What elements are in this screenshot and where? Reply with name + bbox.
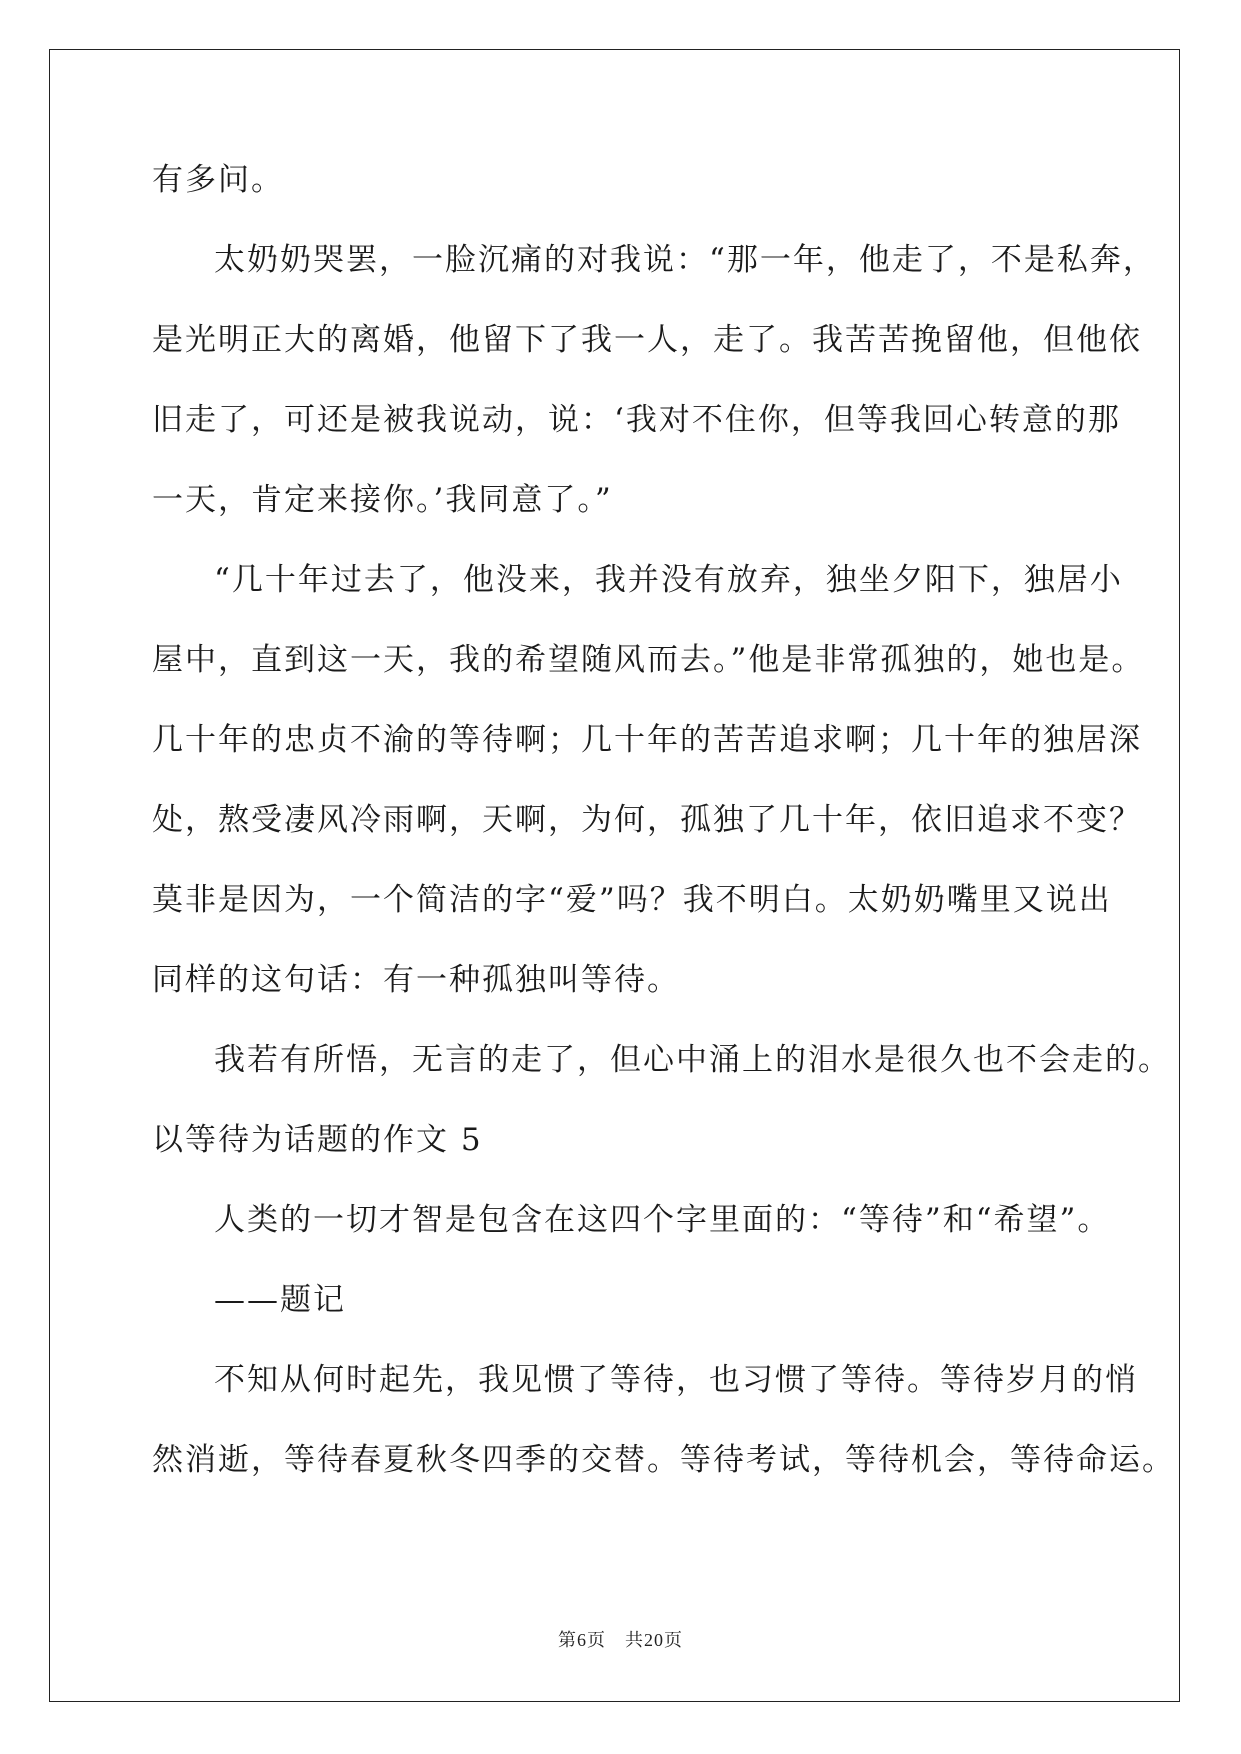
text-line: 不知从何时起先，我见惯了等待，也习惯了等待。等待岁月的悄	[214, 1362, 1138, 1398]
text-line: 旧走了，可还是被我说动，说：‘我对不住你，但等我回心转意的那	[152, 402, 1121, 438]
current-page-number: 6	[577, 1630, 587, 1650]
text-line: 太奶奶哭罢，一脸沉痛的对我说：“那一年，他走了，不是私奔，	[214, 242, 1156, 278]
epigraph-attribution: ——题记	[214, 1282, 346, 1318]
text-line: 处，熬受凄风冷雨啊，天啊，为何，孤独了几十年，依旧追求不变？	[152, 802, 1142, 838]
footer-prefix: 第	[558, 1630, 577, 1651]
text-line: 同样的这句话：有一种孤独叫等待。	[152, 962, 680, 998]
page-number-footer	[0, 1626, 1241, 1652]
section-heading: 以等待为话题的作文 5	[152, 1122, 483, 1158]
text-line: 屋中，直到这一天，我的希望随风而去。”他是非常孤独的，她也是。	[152, 642, 1145, 678]
text-line: 莫非是因为，一个简洁的字“爱”吗？我不明白。太奶奶嘴里又说出	[152, 882, 1112, 918]
text-line: 我若有所悟，无言的走了，但心中涌上的泪水是很久也不会走的。	[214, 1042, 1171, 1078]
footer-suffix: 页	[664, 1630, 683, 1651]
total-page-number: 20	[644, 1630, 664, 1650]
document-body	[152, 160, 1175, 1520]
footer-mid: 页 共	[587, 1630, 644, 1651]
text-line: 人类的一切才智是包含在这四个字里面的：“等待”和“希望”。	[214, 1202, 1111, 1238]
text-line: “几十年过去了，他没来，我并没有放弃，独坐夕阳下，独居小	[214, 562, 1123, 598]
text-line: 几十年的忠贞不渝的等待啊；几十年的苦苦追求啊；几十年的独居深	[152, 722, 1142, 758]
text-line: 是光明正大的离婚，他留下了我一人，走了。我苦苦挽留他，但他依	[152, 322, 1142, 358]
text-line: 然消逝，等待春夏秋冬四季的交替。等待考试，等待机会，等待命运。	[152, 1442, 1175, 1478]
text-line: 有多问。	[152, 162, 284, 198]
text-line: 一天，肯定来接你。’我同意了。”	[152, 482, 613, 518]
